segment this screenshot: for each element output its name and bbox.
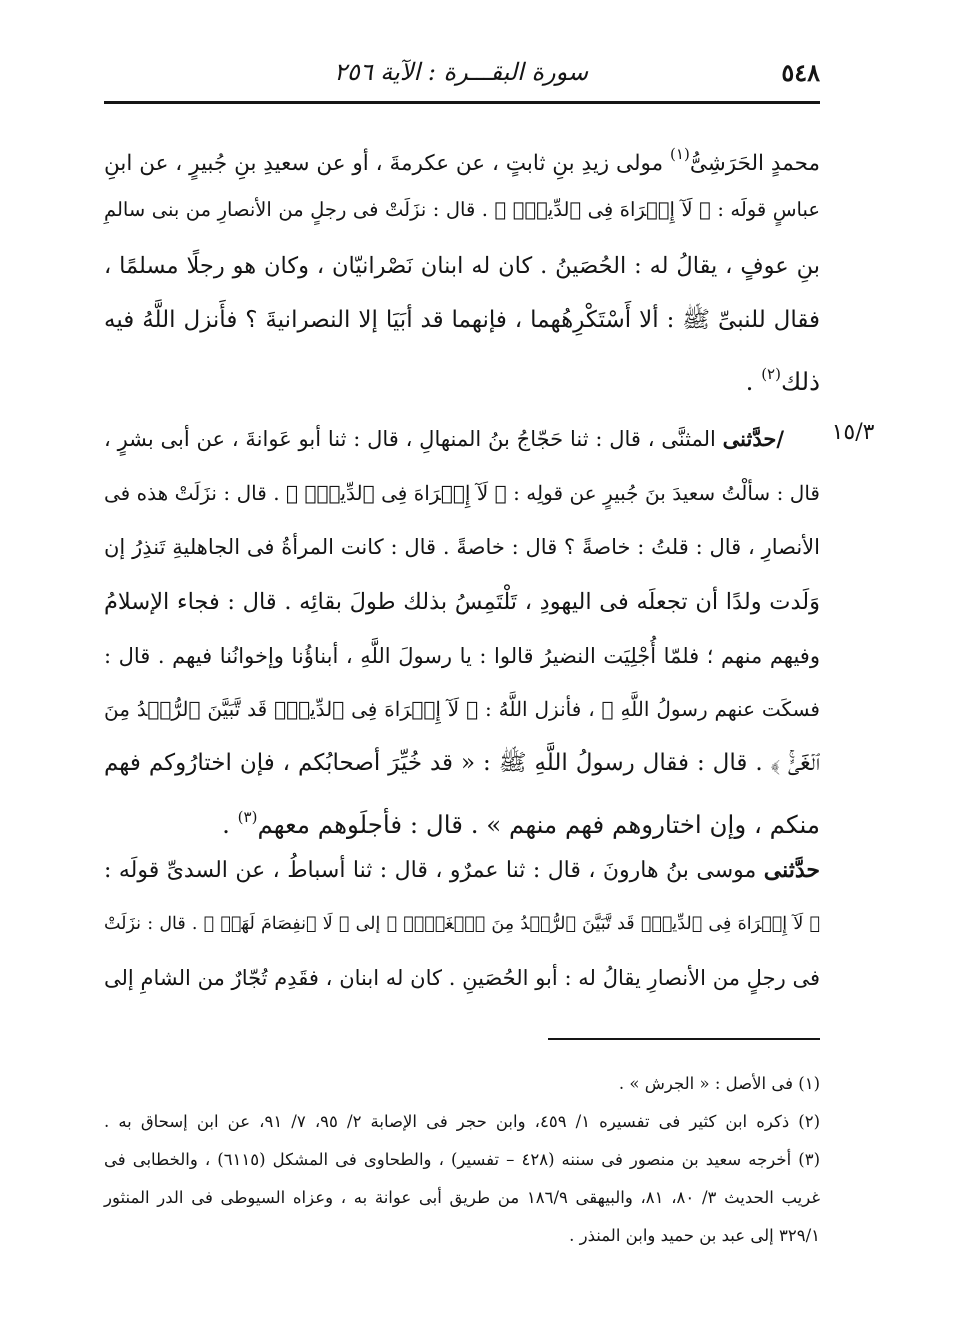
running-header xyxy=(104,50,820,94)
header-rule xyxy=(104,101,820,104)
body-line: وفيهم منهم ؛ فلمّا أُجْلِيَت النضيرُ قالوا : يا رسولَ اللَّهِ ، أبناؤُنا وإخوانُنا فيهم . قال : xyxy=(104,644,820,668)
body-line: /حدَّثنى المثنَّى ، قال : ثنا حَجّاجُ بنُ المنهالِ ، قال : ثنا أبو عَوانةَ ، عن أبى بشرٍ ، xyxy=(104,426,784,451)
body-line: فى رجلٍ من الأنصارِ يقالُ له : أبو الحُصَينِ . كان له ابنان ، فقَدِم تُجّارٌ من الشامِ إلى xyxy=(104,966,820,990)
body-line: عباسٍ قولَه : ﴿ لَآ إِكۡرَاهَ فِى ٱلدِّينِۖ ﴾ . قال : نزَلَتْ فى رجلٍ من الأنصارِ من بنى سالمِ xyxy=(104,198,820,221)
body-line: ٱلۡغَىِّۚ ﴾ . قال : فقال رسولُ اللَّهِ ﷺ : « قد خُيِّرَ أصحابُكم ، فإن اختارُوكم فهم xyxy=(104,750,820,776)
footnote-separator xyxy=(548,1038,820,1040)
chain-start: /حدَّثنى xyxy=(722,426,784,451)
footnote-marker: (٣) xyxy=(237,808,258,826)
running-title: سورة البقـــرة : الآية ٢٥٦ xyxy=(334,58,589,86)
body-line: قال : سألْتُ سعيدَ بنَ جُبيرٍ عن قولِه : ﴿ لَآ إِكۡرَاهَ فِى ٱلدِّينِۖ ﴾ . قال : نزَلَتْ هذه فى xyxy=(104,481,820,505)
body-line: ﴿ لَآ إِكۡرَاهَ فِى ٱلدِّينِۖ قَد تَّبَيَّنَ ٱلرُّشۡدُ مِنَ ٱلۡغَىِّۚ ﴾ إلى ﴿ لَا ٱنفِصَامَ لَهَاۗ ﴾ . قال : نزَلَتْ xyxy=(104,914,820,934)
footnote-marker: (١) xyxy=(670,145,690,163)
body-line: بنِ عوفٍ ، يقالُ له : الحُصَينُ . كان له ابنان نَصْرانيّان ، وكان هو رجلًا مسلمًا ، xyxy=(104,253,820,279)
footnote: غريب الحديث ٣/ ٨٠، ٨١، والبيهقى ١٨٦/٩ من طريق أبى عوانة به ، وعزاه السيوطى فى الدر المنثور xyxy=(104,1188,821,1207)
chain-start: حدَّثنى xyxy=(763,857,820,883)
footnote: (٣) أخرجه سعيد بن منصور فى سننه (٤٢٨ – تفسير) ، والطحاوى فى المشكل (٦١١٥) ، والخطابى فى xyxy=(104,1150,820,1169)
body-line: وَلَدت ولدًا أن تجعلَه فى اليهودِ ، تَلْتَمِسُ بذلك طولَ بقائِه . قال : فجاء الإسلامُ xyxy=(104,589,820,615)
footnote: ٣٢٩/١ إلى عبد بن حميد وابن المنذر . xyxy=(569,1226,820,1245)
body-line: فسكَت عنهم رسولُ اللَّهِ ﷺ ، فأنزل اللَّهُ : ﴿ لَآ إِكۡرَاهَ فِى ٱلدِّينِۖ قَد تَّبَيَّنَ ٱلرُّشۡدُ مِنَ xyxy=(104,697,820,721)
page-number: ٥٤٨ xyxy=(781,58,820,87)
body-line: الأنصارِ ، قال : قلتُ : خاصةً ؟ قال : خاصةً . قال : كانت المرأةُ فى الجاهليةِ تَنذِرُ إن xyxy=(104,535,820,559)
body-line: منكم ، وإن اختاروهم فهم منهم » . قال : فأجلَوهم معهم$^{(٣)}$ . xyxy=(222,808,820,839)
body-line: فقال للنبىِّ ﷺ : ألا أَسْتَكْرِهُهما ، فإنهما قد أبَيَا إلا النصرانيةَ ؟ فأَنزل اللَّهُ فيه xyxy=(104,307,820,333)
body-line: ذلك$^{(٢)}$ . xyxy=(745,365,820,396)
margin-page-reference: ١٥/٣ xyxy=(831,420,875,445)
footnote-marker: (٢) xyxy=(761,365,781,383)
body-line: محمدٍ الحَرَشِىُّ$^{(١)}$ مولى زيدِ بنِ ثابتٍ ، عن عكرمةَ ، أو عن سعيدِ بنِ جُبيرٍ ، عن ابنِ xyxy=(104,145,820,176)
body-line: حدَّثنى موسى بنُ هارونَ ، قال : ثنا عمرٌو ، قال : ثنا أسباطُ ، عن السدىِّ قولَه : xyxy=(104,857,820,883)
footnote: (١) فى الأصل : « الجرش » . xyxy=(618,1074,820,1093)
footnote: (٢) ذكره ابن كثير فى تفسيره ١/ ٤٥٩، وابن حجر فى الإصابة ٢/ ٩٥، ٧/ ٩١، عن ابن إسحاق به . xyxy=(104,1112,820,1131)
